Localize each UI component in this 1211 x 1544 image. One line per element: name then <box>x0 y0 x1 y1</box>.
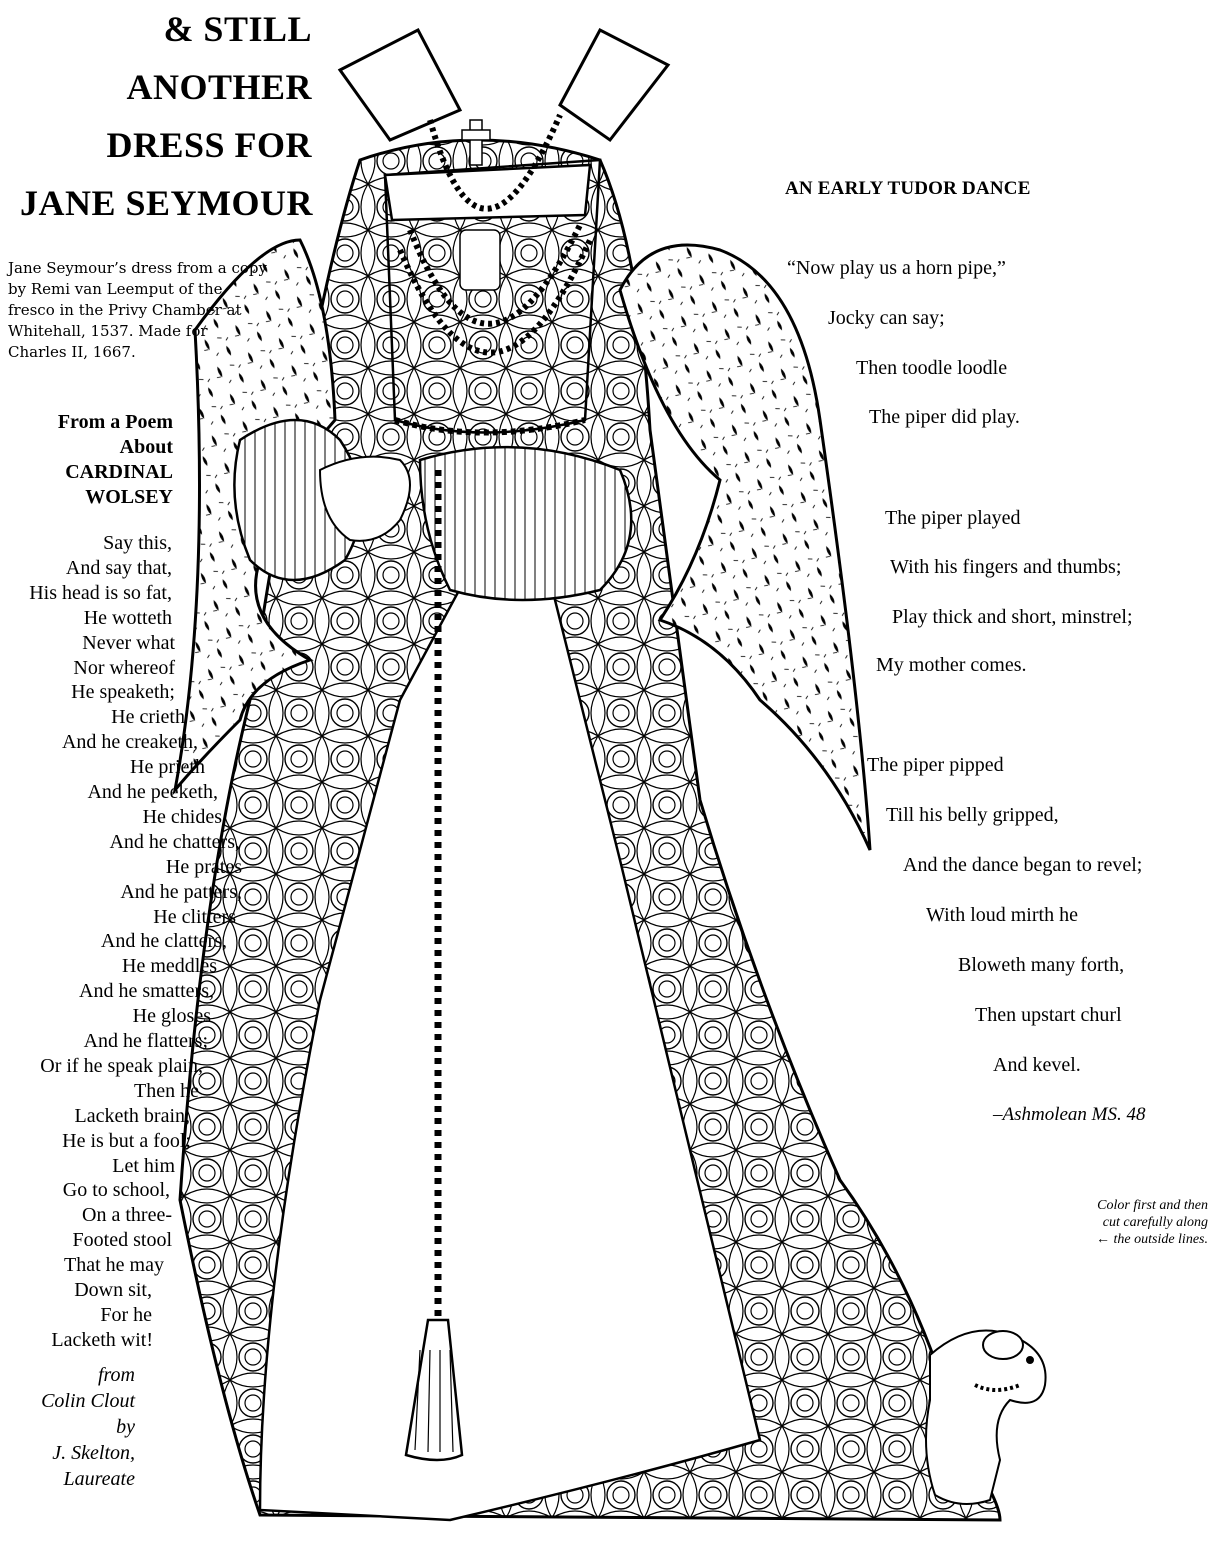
title-line: DRESS FOR <box>106 125 312 165</box>
title-line: JANE SEYMOUR <box>20 183 314 223</box>
page-title <box>20 0 312 232</box>
poem-line: He prieth <box>130 756 205 779</box>
right-puff-sleeve <box>420 447 631 600</box>
heading-line: From a Poem <box>57 411 173 433</box>
poem-line: With his fingers and thumbs; <box>890 556 1122 578</box>
cutting-instructions <box>1000 1197 1208 1248</box>
instruction-line: cut carefully along <box>1102 1215 1208 1230</box>
left-shoulder-tab <box>340 30 460 140</box>
poem-line: He speaketh; <box>71 681 175 704</box>
credit-line: Laureate <box>63 1468 135 1490</box>
poem-line: He chides <box>142 805 222 828</box>
credit-line: from <box>97 1364 135 1386</box>
poem-line: And kevel. <box>993 1054 1081 1076</box>
poem-line: On a three- <box>82 1204 172 1227</box>
poem-line: My mother comes. <box>876 654 1027 676</box>
poem-line: And he smatters, <box>79 980 214 1003</box>
poem-line: Let him <box>112 1154 175 1177</box>
dress-caption <box>8 258 298 363</box>
title-line: ANOTHER <box>126 67 312 107</box>
poem-line: And he clatters, <box>100 930 227 953</box>
credit-line: by <box>116 1416 135 1438</box>
dance-poem-title: AN EARLY TUDOR DANCE <box>785 178 1031 199</box>
poem-line: And the dance began to revel; <box>903 854 1143 876</box>
heading-line: About <box>119 436 173 458</box>
poem-line: He crieth <box>111 706 185 729</box>
dance-poem-attribution: –Ashmolean MS. 48 <box>993 1104 1146 1125</box>
poem-line: Never what <box>82 631 175 654</box>
poem-line: Then toodle loodle <box>856 357 1008 379</box>
caption-line: by Remi van Leemput of the <box>8 280 223 298</box>
title-line: & STILL <box>163 9 312 49</box>
poem-line: Down sit, <box>74 1279 152 1301</box>
poem-line: And he patters, <box>120 880 242 903</box>
instruction-line: Color first and then <box>1097 1198 1208 1213</box>
caption-line: fresco in the Privy Chamber at <box>8 301 242 319</box>
poem-line: He clitters <box>153 905 236 928</box>
poem-line: Jocky can say; <box>828 307 945 329</box>
poem-line: Or if he speak plain, <box>40 1054 203 1077</box>
poem-line: Go to school, <box>62 1179 170 1202</box>
poem-line: Say this, <box>103 532 172 554</box>
poem-line: His head is so fat, <box>29 581 172 604</box>
poem-line: And he creaketh, <box>61 731 198 754</box>
poem-line: For he <box>100 1303 152 1326</box>
heading-line: WOLSEY <box>85 486 173 508</box>
poem-line: He meddles <box>122 955 217 978</box>
poem-line: Nor whereof <box>73 656 175 679</box>
poem-line: Play thick and short, minstrel; <box>892 606 1133 628</box>
caption-line: Whitehall, 1537. Made for <box>8 322 208 340</box>
heading-line: CARDINAL <box>65 461 173 483</box>
poem-line: And he peeketh, <box>87 781 218 803</box>
neckline <box>385 165 590 220</box>
credit-line: J. Skelton, <box>52 1442 135 1464</box>
poem-line: He prates <box>165 855 242 878</box>
wolsey-poem-heading <box>10 410 173 510</box>
credit-line: Colin Clout <box>41 1390 135 1412</box>
poem-line: “Now play us a horn pipe,” <box>787 257 1006 279</box>
poem-line: Till his belly gripped, <box>886 804 1059 826</box>
dog-illustration <box>926 1331 1046 1505</box>
poem-line: Lacketh brain, <box>74 1104 190 1127</box>
poem-line: Then he <box>134 1079 199 1102</box>
right-shoulder-tab <box>560 30 668 140</box>
caption-line: Jane Seymour’s dress from a copy <box>8 259 267 277</box>
poem-line: That he may <box>64 1254 164 1277</box>
poem-line: The piper played <box>885 507 1021 529</box>
instruction-line: ← the outside lines. <box>1096 1232 1208 1247</box>
poem-line: Then upstart churl <box>975 1004 1122 1026</box>
poem-line: He gloses <box>132 1005 211 1028</box>
poem-line: And he flatters; <box>83 1030 208 1052</box>
poem-line: And say that, <box>65 556 172 579</box>
poem-line: He wotteth <box>83 606 172 629</box>
poem-line: Lacketh wit! <box>51 1328 153 1351</box>
poem-line: He is but a fool; <box>62 1129 191 1152</box>
wolsey-poem-credit <box>0 1362 135 1492</box>
poem-line: The piper did play. <box>869 406 1020 428</box>
poem-line: And he chatters, <box>109 830 240 853</box>
poem-line: The piper pipped <box>867 754 1004 776</box>
caption-line: Charles II, 1667. <box>8 343 136 361</box>
poem-line: Bloweth many forth, <box>958 954 1125 976</box>
poem-line: Footed stool <box>72 1229 172 1252</box>
poem-line: With loud mirth he <box>926 904 1078 926</box>
